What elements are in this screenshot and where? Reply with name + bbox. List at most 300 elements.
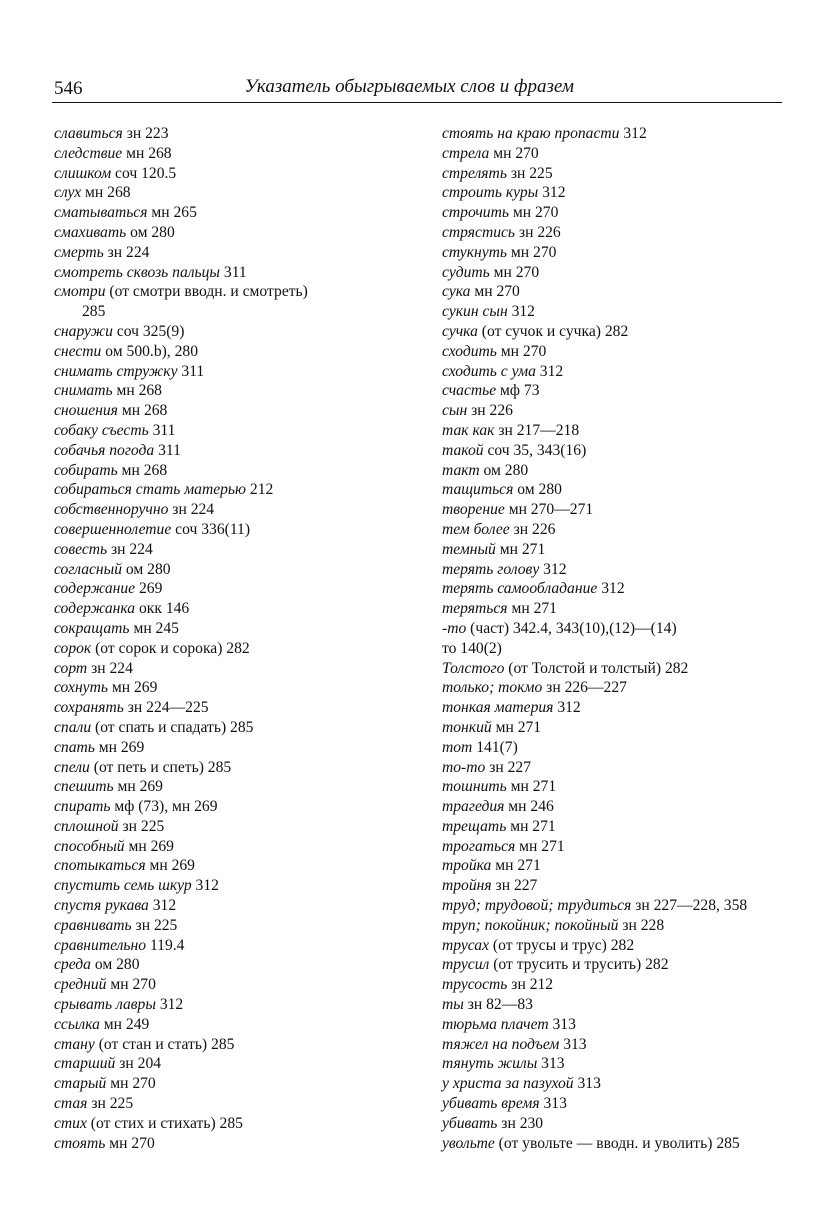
index-entry — [54, 758, 424, 778]
index-entry — [442, 797, 782, 817]
index-term: так как — [442, 421, 495, 439]
index-entry — [54, 639, 424, 659]
index-entry — [442, 243, 782, 263]
index-term: у христа за пазухой — [442, 1075, 574, 1093]
index-entry — [442, 659, 782, 679]
index-entry — [442, 817, 782, 837]
index-reference: мн 268 — [81, 184, 131, 202]
index-term: тащиться — [442, 481, 514, 499]
index-entry — [442, 916, 782, 936]
index-entry — [54, 263, 424, 283]
index-entry — [442, 520, 782, 540]
index-term: собираться стать матерью — [54, 481, 247, 499]
index-reference: мн 268 — [117, 402, 168, 420]
index-reference: 312 — [538, 184, 566, 202]
index-term: снести — [54, 342, 102, 360]
index-term: стану — [54, 1035, 95, 1053]
index-term: стрела — [442, 144, 490, 162]
index-reference: зн 212 — [507, 976, 554, 994]
index-reference: ом 280 — [479, 461, 529, 479]
index-entry — [442, 560, 782, 580]
index-entry — [54, 144, 424, 164]
index-term: слух — [54, 184, 82, 202]
index-entry — [442, 896, 782, 916]
index-reference: зн 227—228, 358 — [631, 897, 748, 915]
index-term: терять самообладание — [442, 580, 598, 598]
index-entry — [54, 1114, 424, 1134]
index-reference: 312 — [553, 699, 581, 717]
index-entry — [54, 698, 424, 718]
index-reference: 311 — [177, 362, 205, 380]
index-entry — [442, 401, 782, 421]
index-term: счастье — [442, 382, 497, 400]
index-reference: мн 270 — [470, 283, 520, 301]
index-term: снимать стружку — [54, 362, 178, 380]
index-term: содержанка — [54, 600, 136, 618]
index-reference: зн 228 — [618, 916, 665, 934]
index-reference: (от спать и спадать) 285 — [91, 718, 254, 736]
index-reference: зн 224 — [103, 243, 150, 261]
index-term: сматываться — [54, 204, 148, 222]
index-reference: 313 — [559, 1035, 587, 1053]
index-reference: мн 269 — [145, 857, 195, 875]
index-term: стукнуть — [442, 243, 508, 261]
index-reference: 312 — [619, 125, 647, 142]
index-term: трагедия — [442, 798, 505, 816]
index-entry — [54, 599, 424, 619]
index-entry — [442, 1035, 782, 1055]
index-term: труп; покойник; покойный — [442, 916, 619, 934]
index-reference: мн 270 — [496, 342, 547, 360]
index-term: слишком — [54, 164, 112, 182]
index-term: старший — [54, 1055, 116, 1073]
index-entry — [442, 936, 782, 956]
index-term: спустить семь шкур — [54, 877, 192, 895]
index-term: спать — [54, 738, 95, 756]
index-entry — [442, 599, 782, 619]
index-entry — [442, 955, 782, 975]
index-entry — [54, 659, 424, 679]
index-term: тяжел на подъем — [442, 1035, 560, 1053]
index-reference: мн 268 — [112, 382, 162, 400]
index-term: увольте — [442, 1134, 495, 1152]
index-column-right — [442, 124, 782, 1153]
index-reference: мн 269 — [113, 778, 163, 796]
index-reference: ом 500.b), 280 — [101, 342, 198, 360]
index-term: тройня — [442, 877, 492, 895]
index-term: смотри — [54, 283, 106, 301]
index-term: совесть — [54, 540, 108, 558]
index-reference: зн 204 — [115, 1055, 162, 1073]
index-reference: зн 225 — [506, 164, 553, 182]
index-reference: (част) 342.4, 343(10),(12)—(14) — [466, 619, 677, 637]
index-reference: мн 271 — [491, 718, 542, 736]
index-reference: мн 269 — [94, 738, 145, 756]
index-entry — [442, 302, 782, 322]
index-entry — [54, 916, 424, 936]
index-entry — [442, 164, 782, 184]
index-term: трусах — [442, 936, 490, 954]
index-term: собственноручно — [54, 501, 169, 519]
index-reference: 313 — [548, 1015, 576, 1033]
index-reference: (от стан и стать) 285 — [94, 1035, 235, 1053]
index-term: то-то — [442, 758, 486, 776]
index-entry — [54, 619, 424, 639]
index-reference: мн 270 — [507, 243, 557, 261]
index-reference: 312 — [155, 996, 184, 1014]
index-entry — [442, 758, 782, 778]
index-term: снимать — [54, 382, 113, 400]
index-entry — [54, 302, 424, 322]
index-term: сравнивать — [54, 916, 132, 934]
page-number: 546 — [54, 78, 83, 99]
index-entry — [54, 500, 424, 520]
index-entry — [442, 678, 782, 698]
index-term: трогаться — [442, 837, 516, 855]
index-entry — [54, 1035, 424, 1055]
index-term: тонкая материя — [442, 699, 554, 717]
index-entry — [442, 876, 782, 896]
index-entry — [442, 421, 782, 441]
index-term: сукин сын — [442, 303, 508, 321]
index-reference: мн 245 — [129, 619, 179, 637]
index-reference: 141(7) — [472, 738, 518, 756]
index-entry — [442, 698, 782, 718]
index-term: тем более — [442, 520, 510, 538]
index-reference: зн 225 — [87, 1095, 134, 1113]
index-entry — [442, 500, 782, 520]
index-term: теряться — [442, 600, 508, 618]
index-entry — [442, 579, 782, 599]
index-reference: мн 270—271 — [504, 501, 594, 519]
index-reference: зн 224 — [168, 501, 215, 519]
index-entry — [54, 183, 424, 203]
index-entry — [442, 718, 782, 738]
index-entry — [54, 797, 424, 817]
index-reference: соч 325(9) — [112, 322, 185, 340]
index-reference: мн 268 — [122, 144, 172, 162]
index-reference: зн 82—83 — [463, 996, 533, 1014]
index-reference: мн 271 — [495, 540, 546, 558]
index-entry — [442, 461, 782, 481]
index-term: трусил — [442, 956, 490, 974]
index-reference: соч 336(11) — [171, 520, 251, 538]
index-entry — [54, 837, 424, 857]
index-term: смахивать — [54, 223, 127, 241]
index-entry — [54, 461, 424, 481]
index-term: собаку съесть — [54, 421, 149, 439]
index-term: спустя рукава — [54, 897, 149, 915]
index-term: срывать лавры — [54, 996, 156, 1014]
index-reference: 312 — [191, 877, 219, 895]
index-term: стоять — [54, 1134, 106, 1152]
index-entry — [442, 540, 782, 560]
index-entry — [442, 1015, 782, 1035]
index-term: сохнуть — [54, 679, 108, 697]
index-term: смотреть сквозь пальцы — [54, 263, 220, 281]
index-reference: зн 225 — [131, 916, 178, 934]
index-entry — [442, 124, 782, 144]
index-entry — [442, 639, 782, 659]
index-term: способный — [54, 837, 125, 855]
index-entry — [54, 1054, 424, 1074]
index-term: славиться — [54, 125, 123, 142]
index-reference: мн 270 — [106, 976, 156, 994]
index-reference: 313 — [537, 1055, 565, 1073]
index-term: спирать — [54, 798, 111, 816]
index-term: такой — [442, 441, 484, 459]
index-reference: зн 225 — [118, 817, 165, 835]
index-term: ссылка — [54, 1015, 100, 1033]
index-entry — [442, 342, 782, 362]
index-term: снаружи — [54, 322, 113, 340]
index-entry — [442, 1074, 782, 1094]
index-term: тройка — [442, 857, 492, 875]
index-reference: (от Толстой и толстый) 282 — [504, 659, 689, 677]
index-entry — [54, 362, 424, 382]
index-reference: (от петь и спеть) 285 — [89, 758, 232, 776]
index-entry — [54, 381, 424, 401]
index-reference: зн 226—227 — [542, 679, 627, 697]
index-entry — [54, 1094, 424, 1114]
index-term: трещать — [442, 817, 507, 835]
index-entry — [54, 322, 424, 342]
index-reference: 312 — [148, 897, 177, 915]
index-term: спали — [54, 718, 92, 736]
index-term: сходить — [442, 342, 497, 360]
index-reference: мн 265 — [147, 204, 197, 222]
index-entry — [54, 955, 424, 975]
index-term: старый — [54, 1075, 107, 1093]
index-term: тонкий — [442, 718, 492, 736]
index-term: средний — [54, 976, 107, 994]
index-entry — [54, 520, 424, 540]
index-reference: окк 146 — [135, 600, 190, 618]
index-term: терять голову — [442, 560, 540, 578]
index-entry — [442, 1054, 782, 1074]
index-term: сплошной — [54, 817, 119, 835]
index-term: -то — [442, 619, 467, 637]
index-term: смерть — [54, 243, 104, 261]
index-term: совершеннолетие — [54, 520, 172, 538]
index-reference: мн 246 — [504, 798, 554, 816]
index-entry — [442, 1114, 782, 1134]
index-reference: мн 270 — [489, 263, 540, 281]
index-reference: мн 270 — [508, 204, 559, 222]
index-entry — [442, 1134, 782, 1154]
index-reference: 311 — [154, 441, 181, 459]
index-reference: мн 271 — [515, 837, 565, 855]
index-entry — [54, 164, 424, 184]
index-reference: зн 224 — [87, 659, 133, 677]
index-term: собирать — [54, 461, 118, 479]
index-reference: ом 280 — [126, 223, 175, 241]
index-term: такт — [442, 461, 480, 479]
index-reference: 285 — [82, 303, 106, 321]
index-reference: 313 — [573, 1075, 601, 1093]
index-term: содержание — [54, 580, 136, 598]
index-entry — [54, 282, 424, 302]
index-entry — [442, 975, 782, 995]
index-entry — [442, 1094, 782, 1114]
index-reference: мн 269 — [124, 837, 174, 855]
index-term: спотыкаться — [54, 857, 146, 875]
page-header — [52, 76, 782, 103]
index-term: стоять на краю пропасти — [442, 125, 620, 142]
running-title: Указатель обыгрываемых слов и фразем — [244, 76, 574, 97]
index-reference: (от сорок и сорока) 282 — [91, 639, 250, 657]
index-reference: зн 224—225 — [123, 699, 209, 717]
index-reference: мн 271 — [506, 778, 557, 796]
index-term: строчить — [442, 204, 509, 222]
index-reference: (от увольте — вводн. и уволить) 285 — [494, 1134, 740, 1152]
index-entry — [442, 144, 782, 164]
index-entry — [442, 183, 782, 203]
index-term: стрелять — [442, 164, 507, 182]
index-entry — [442, 738, 782, 758]
index-reference: соч 120.5 — [111, 164, 177, 182]
index-term: убивать время — [442, 1095, 540, 1113]
index-term: тянуть жилы — [442, 1055, 538, 1073]
index-reference: 119.4 — [146, 936, 185, 954]
index-reference: мн 270 — [105, 1134, 155, 1152]
index-term: сравнительно — [54, 936, 147, 954]
index-reference: зн 217—218 — [494, 421, 580, 439]
index-reference: мн 271 — [506, 817, 556, 835]
index-entry — [442, 263, 782, 283]
index-term: среда — [54, 956, 91, 974]
index-entry — [54, 678, 424, 698]
index-term: сходить с ума — [442, 362, 536, 380]
index-term: только; токмо — [442, 679, 543, 697]
index-reference: зн 230 — [497, 1114, 544, 1132]
index-column-left — [54, 124, 424, 1153]
index-reference: зн 226 — [509, 520, 556, 538]
index-entry — [54, 342, 424, 362]
index-entry — [54, 1074, 424, 1094]
index-reference: 312 — [539, 560, 567, 578]
index-term: сука — [442, 283, 471, 301]
index-entry — [54, 223, 424, 243]
index-term: творение — [442, 501, 505, 519]
index-entry — [54, 876, 424, 896]
index-entry — [442, 619, 782, 639]
index-reference: (от трусить и трусить) 282 — [489, 956, 669, 974]
index-term: сорт — [54, 659, 88, 677]
index-entry — [54, 738, 424, 758]
index-entry — [442, 995, 782, 1015]
index-entry — [54, 401, 424, 421]
index-term: труд; трудовой; трудиться — [442, 897, 632, 915]
index-entry — [54, 203, 424, 223]
index-reference: мн 270 — [106, 1075, 156, 1093]
index-term: сучка — [442, 322, 478, 340]
index-term: спешить — [54, 778, 114, 796]
index-term: ты — [442, 996, 464, 1014]
index-entry — [54, 421, 424, 441]
index-entry — [442, 856, 782, 876]
index-reference: ом 280 — [90, 956, 140, 974]
index-entry — [54, 975, 424, 995]
index-reference: 312 — [535, 362, 564, 380]
index-term: Толстого — [442, 659, 505, 677]
index-term: сокращать — [54, 619, 130, 637]
index-reference: мн 268 — [117, 461, 168, 479]
index-reference: (от сучок и сучка) 282 — [477, 322, 629, 340]
index-entry — [442, 441, 782, 461]
index-reference: 212 — [246, 481, 274, 499]
index-entry — [442, 322, 782, 342]
index-entry — [54, 540, 424, 560]
index-reference: то 140(2) — [442, 639, 502, 657]
index-reference: мн 271 — [491, 857, 541, 875]
index-term: убивать — [442, 1114, 498, 1132]
index-reference: соч 35, 343(16) — [483, 441, 587, 459]
index-term: тюрьма плачет — [442, 1015, 549, 1033]
index-term: темный — [442, 540, 496, 558]
index-reference: мн 271 — [507, 600, 557, 618]
index-entry — [442, 282, 782, 302]
index-reference: 311 — [148, 421, 176, 439]
index-entry — [54, 441, 424, 461]
index-reference: мн 270 — [489, 144, 539, 162]
index-entry — [54, 718, 424, 738]
index-entry — [442, 362, 782, 382]
index-reference: 313 — [539, 1095, 567, 1113]
index-entry — [54, 579, 424, 599]
index-entry — [442, 777, 782, 797]
index-entry — [442, 203, 782, 223]
index-reference: зн 226 — [467, 402, 513, 420]
index-entry — [54, 995, 424, 1015]
index-term: сорок — [54, 639, 92, 657]
index-term: трусость — [442, 976, 508, 994]
index-entry — [54, 777, 424, 797]
index-reference: мф (73), мн 269 — [110, 798, 218, 816]
index-reference: 269 — [135, 580, 163, 598]
index-term: тот — [442, 738, 473, 756]
index-entry — [54, 124, 424, 144]
index-term: следствие — [54, 144, 123, 162]
index-reference: (от стих и стихать) 285 — [86, 1114, 243, 1132]
index-reference: ом 280 — [513, 481, 562, 499]
index-entry — [54, 856, 424, 876]
index-entry — [54, 1134, 424, 1154]
index-reference: зн 226 — [515, 223, 561, 241]
index-term: спели — [54, 758, 90, 776]
index-term: стая — [54, 1095, 88, 1113]
index-reference: зн 227 — [491, 877, 538, 895]
index-reference: (от смотри вводн. и смотреть) — [105, 283, 308, 301]
index-term: сохранять — [54, 699, 124, 717]
index-reference: зн 227 — [485, 758, 532, 776]
index-reference: мн 249 — [99, 1015, 150, 1033]
index-reference: ом 280 — [122, 560, 171, 578]
index-term: судить — [442, 263, 490, 281]
index-reference: 311 — [220, 263, 247, 281]
index-term: стрястись — [442, 223, 516, 241]
index-reference: мн 269 — [107, 679, 158, 697]
index-entry — [54, 243, 424, 263]
index-reference: (от трусы и трус) 282 — [489, 936, 635, 954]
index-entry — [442, 837, 782, 857]
index-reference: 312 — [507, 303, 535, 321]
index-entry — [54, 1015, 424, 1035]
index-entry — [442, 480, 782, 500]
index-term: тошнить — [442, 778, 507, 796]
index-entry — [442, 223, 782, 243]
index-entry — [54, 896, 424, 916]
